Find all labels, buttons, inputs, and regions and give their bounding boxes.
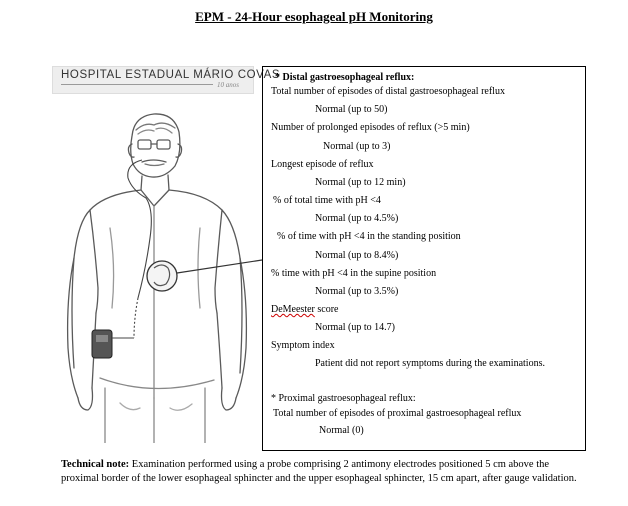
report-panel bbox=[262, 66, 586, 451]
demeester-value: Normal (up to 14.7) bbox=[315, 322, 395, 333]
distal-total-label: Total number of episodes of distal gastroesophageal reflux bbox=[271, 86, 505, 97]
longest-value: Normal (up to 12 min) bbox=[315, 177, 406, 188]
proximal-total-label: Total number of episodes of proximal gastroesophageal reflux bbox=[273, 408, 522, 419]
demeester-word: DeMeester bbox=[271, 304, 315, 315]
pct-supine-label: % time with pH <4 in the supine position bbox=[271, 268, 437, 279]
hospital-name: HOSPITAL ESTADUAL MÁRIO COVAS bbox=[61, 69, 281, 81]
prolonged-label: Number of prolonged episodes of reflux (>5 min) bbox=[271, 122, 470, 133]
demeester-suffix: score bbox=[314, 304, 339, 315]
logo-underline bbox=[61, 84, 213, 85]
document-title: EPM - 24-Hour esophageal pH Monitoring bbox=[195, 9, 433, 24]
demeester-label bbox=[271, 301, 338, 319]
symptom-label: Symptom index bbox=[271, 340, 335, 351]
prolonged-value: Normal (up to 3) bbox=[323, 141, 391, 152]
distal-total-value: Normal (up to 50) bbox=[315, 104, 388, 115]
proximal-heading: * Proximal gastroesophageal reflux: bbox=[271, 393, 416, 404]
pct-total-value: Normal (up to 4.5%) bbox=[315, 213, 399, 224]
ph-probe bbox=[128, 160, 152, 338]
technical-note-text: Examination performed using a probe comprising 2 antimony electrodes positioned 5 cm above the proximal border of the lower esophageal sphincter and the upper esophageal sphincter, 15 cm apart, after gauge validation. bbox=[61, 459, 577, 484]
pct-supine-value: Normal (up to 3.5%) bbox=[315, 286, 399, 297]
symptom-value: Patient did not report symptoms during the examinations. bbox=[315, 358, 545, 369]
hospital-tagline: 10 anos bbox=[217, 81, 239, 89]
pct-total-label: % of total time with pH <4 bbox=[273, 195, 381, 206]
distal-heading: * Distal gastroesophageal reflux: bbox=[275, 72, 415, 83]
pct-standing-label: % of time with pH <4 in the standing position bbox=[277, 231, 461, 242]
proximal-total-value: Normal (0) bbox=[319, 425, 364, 436]
recorder-device bbox=[92, 330, 134, 358]
patient-figure bbox=[50, 98, 265, 443]
technical-note bbox=[61, 458, 581, 486]
technical-note-label: Technical note: bbox=[61, 459, 130, 470]
hospital-logo bbox=[52, 66, 281, 94]
pct-standing-value: Normal (up to 8.4%) bbox=[315, 250, 399, 261]
longest-label: Longest episode of reflux bbox=[271, 159, 374, 170]
